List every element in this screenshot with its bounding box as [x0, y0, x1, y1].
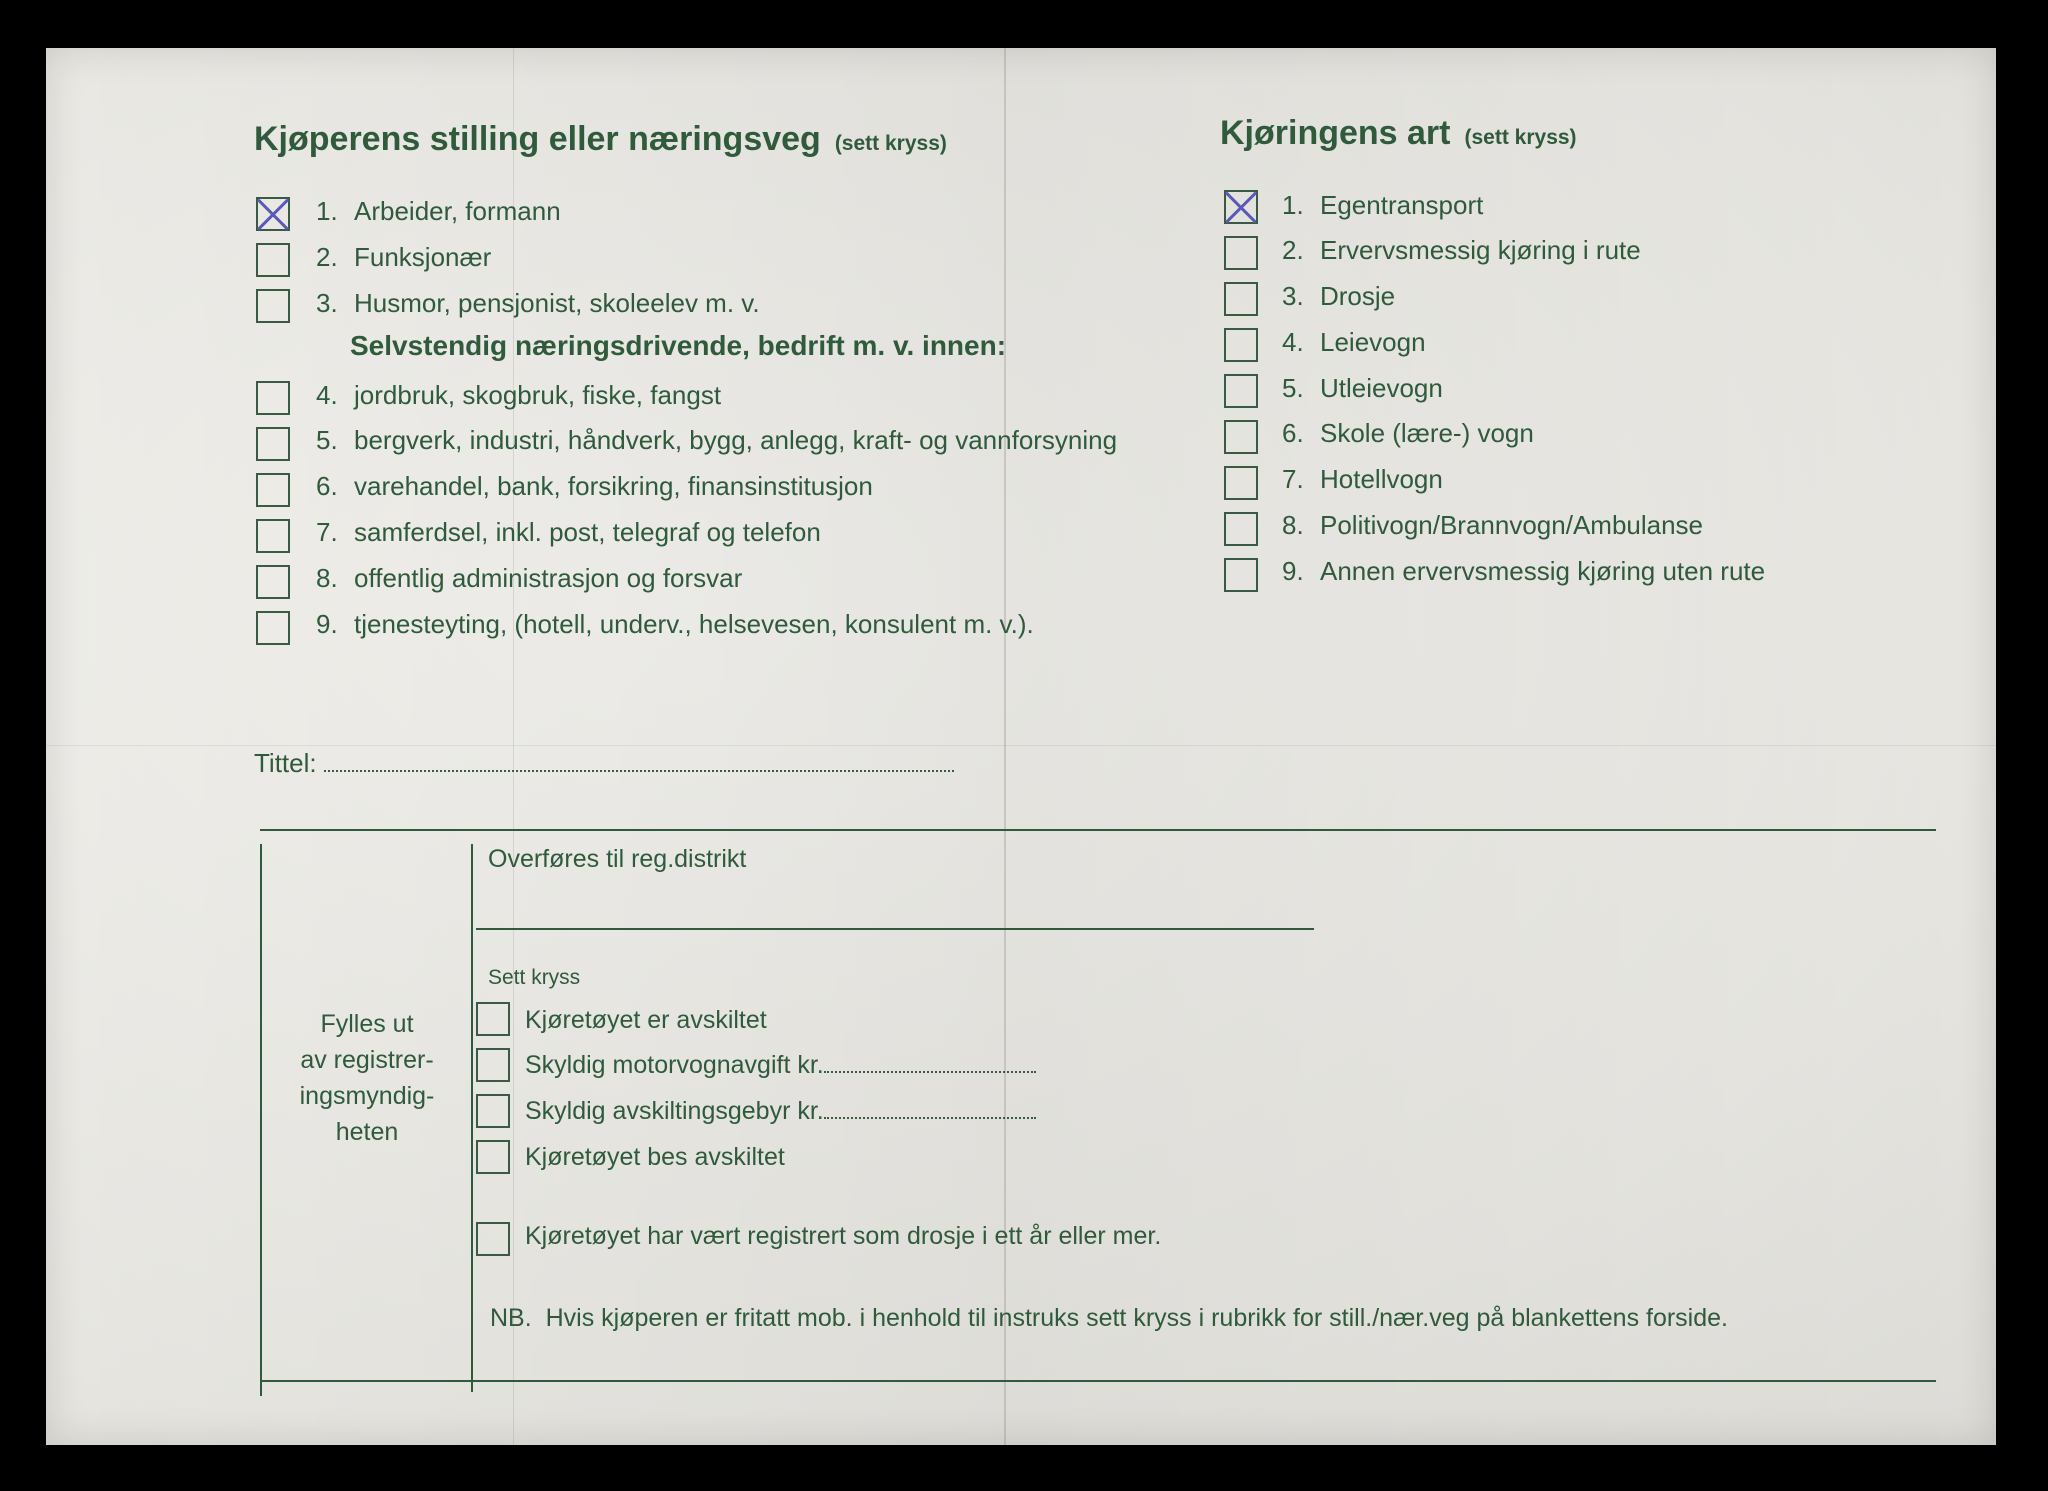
- checkbox-egentransport[interactable]: [1224, 190, 1258, 224]
- left-section-title: [254, 120, 947, 159]
- side-label-line: ingsmyndig-: [299, 1082, 435, 1110]
- option-varehandel: 6. varehandel, bank, forsikring, finansinstitusjon: [316, 471, 873, 501]
- right-section-title: [1220, 114, 1577, 153]
- option-rute: 2. Ervervsmessig kjøring i rute: [1282, 235, 1641, 265]
- checkbox-annen[interactable]: [1224, 558, 1258, 592]
- checkbox-leievogn[interactable]: [1224, 328, 1258, 362]
- paper-fold: [513, 48, 514, 1445]
- checkbox-skolevogn[interactable]: [1224, 420, 1258, 454]
- side-label-line: av registrer-: [300, 1046, 434, 1074]
- checkbox-arbeider[interactable]: [256, 197, 290, 231]
- nb-note: [490, 1304, 1728, 1333]
- box-divider-line: [471, 844, 473, 1392]
- checkbox-avskiltet[interactable]: [476, 1002, 510, 1036]
- motorvognavgift-amount-line[interactable]: [824, 1071, 1036, 1073]
- checkbox-drosje[interactable]: [1224, 282, 1258, 316]
- paper-fold: [46, 745, 1996, 746]
- option-annen: 9. Annen ervervsmessig kjøring uten rute: [1282, 556, 1766, 586]
- option-leievogn: 4. Leievogn: [1282, 327, 1426, 357]
- option-samferdsel: 7. samferdsel, inkl. post, telegraf og telefon: [316, 517, 821, 547]
- checkbox-offentlig[interactable]: [256, 565, 290, 599]
- box-left-line: [260, 844, 262, 1396]
- checkbox-samferdsel[interactable]: [256, 519, 290, 553]
- check-avskiltingsgebyr: [525, 1097, 1036, 1126]
- checkbox-utleievogn[interactable]: [1224, 374, 1258, 408]
- checkbox-varehandel[interactable]: [256, 473, 290, 507]
- checkbox-rute[interactable]: [1224, 236, 1258, 270]
- option-arbeider: 1. Arbeider, formann: [316, 196, 561, 226]
- transfer-underline: [476, 928, 1314, 930]
- side-label-line: Fylles ut: [320, 1010, 414, 1038]
- checkbox-bes-avskiltet[interactable]: [476, 1140, 510, 1174]
- drosje-check-label: Kjøretøyet har vært registrert som drosje i ett år eller mer.: [525, 1222, 1162, 1250]
- left-title-text: Kjøperens stilling eller næringsveg: [254, 120, 821, 158]
- selvstendig-subheading: Selvstendig næringsdrivende, bedrift m. v. innen:: [350, 330, 1007, 361]
- avskiltingsgebyr-amount-line[interactable]: [824, 1117, 1036, 1119]
- checkbox-tjenesteyting[interactable]: [256, 611, 290, 645]
- option-husmor: 3. Husmor, pensjonist, skoleelev m. v.: [316, 288, 760, 318]
- right-title-text: Kjøringens art: [1220, 114, 1451, 152]
- option-drosje: 3. Drosje: [1282, 281, 1396, 311]
- checkbox-motorvognavgift[interactable]: [476, 1048, 510, 1082]
- checkbox-husmor[interactable]: [256, 289, 290, 323]
- registry-side-label: [272, 1006, 462, 1150]
- check-bes-avskiltet: Kjøretøyet bes avskiltet: [525, 1143, 785, 1171]
- nb-text: Hvis kjøperen er fritatt mob. i henhold til instruks sett kryss i rubrikk for still./nær.veg på blankettens forside.: [545, 1304, 1728, 1332]
- sett-kryss-label: Sett kryss: [488, 966, 581, 989]
- side-label-line: heten: [335, 1118, 399, 1146]
- option-politivogn: 8. Politivogn/Brannvogn/Ambulanse: [1282, 510, 1704, 540]
- option-hotellvogn: 7. Hotellvogn: [1282, 464, 1443, 494]
- motorvognavgift-label: Skyldig motorvognavgift kr.: [525, 1051, 824, 1079]
- option-offentlig: 8. offentlig administrasjon og forsvar: [316, 563, 743, 593]
- option-utleievogn: 5. Utleievogn: [1282, 373, 1443, 403]
- nb-label: NB.: [490, 1304, 532, 1332]
- box-bottom-line: [260, 1380, 1936, 1382]
- avskiltingsgebyr-label: Skyldig avskiltingsgebyr kr.: [525, 1097, 824, 1125]
- option-bergverk: 5. bergverk, industri, håndverk, bygg, anlegg, kraft- og vannforsyning: [316, 425, 1118, 455]
- option-funksjonaer: 2. Funksjonær: [316, 242, 492, 272]
- option-tjenesteyting: 9. tjenesteyting, (hotell, underv., helsevesen, konsulent m. v.).: [316, 609, 1034, 639]
- checkbox-avskiltingsgebyr[interactable]: [476, 1094, 510, 1128]
- check-motorvognavgift: [525, 1051, 1036, 1080]
- tittel-dotted-line: [324, 770, 954, 772]
- right-title-hint: (sett kryss): [1464, 126, 1577, 149]
- checkbox-hotellvogn[interactable]: [1224, 466, 1258, 500]
- checkbox-bergverk[interactable]: [256, 427, 290, 461]
- option-jordbruk: 4. jordbruk, skogbruk, fiske, fangst: [316, 380, 722, 410]
- transfer-label: Overføres til reg.distrikt: [488, 845, 747, 873]
- checkbox-funksjonaer[interactable]: [256, 243, 290, 277]
- checkbox-drosje-ett-ar[interactable]: [476, 1222, 510, 1256]
- box-top-line: [260, 829, 1936, 831]
- option-egentransport: 1. Egentransport: [1282, 190, 1484, 220]
- tittel-label: Tittel:: [254, 748, 317, 778]
- checkbox-politivogn[interactable]: [1224, 512, 1258, 546]
- left-title-hint: (sett kryss): [834, 132, 947, 155]
- tittel-field[interactable]: [254, 748, 954, 779]
- option-skolevogn: 6. Skole (lære-) vogn: [1282, 418, 1534, 448]
- check-avskiltet: Kjøretøyet er avskiltet: [525, 1006, 767, 1034]
- checkbox-jordbruk[interactable]: [256, 381, 290, 415]
